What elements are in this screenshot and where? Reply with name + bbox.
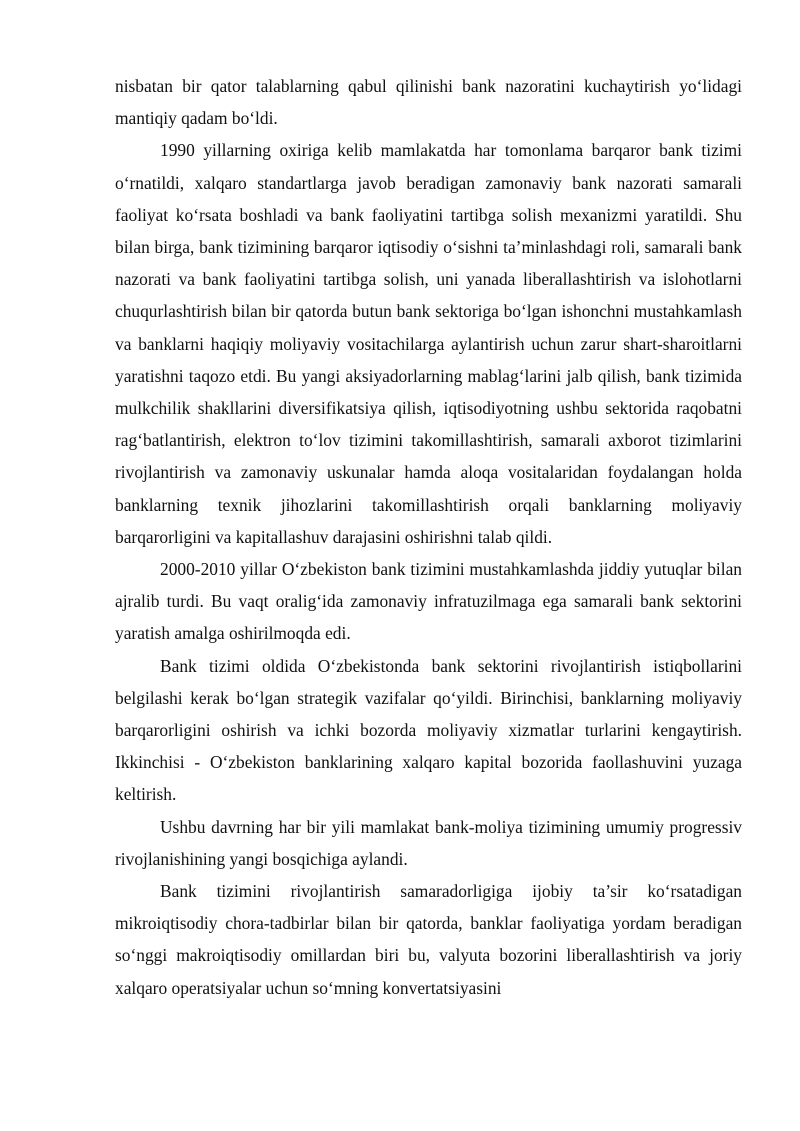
paragraph-continuation: nisbatan bir qator talablarning qabul qilinishi bank nazoratini kuchaytirish yo‘lidagi mantiqiy qadam bo‘ldi. [115,76,742,129]
paragraph-strategic-tasks: Bank tizimi oldida O‘zbekistonda bank sektorini rivojlantirish istiqbollarini belgilashi kerak bo‘lgan strategik vazifalar qo‘yildi. Birinchisi, banklarning moliyaviy barqarorligini oshirish va ichki bozorda moliyaviy xizmatlar turlarini kengaytirish. Ikkinchisi - O‘zbekiston banklarining xalqaro kapital bozorida faollashuvini yuzaga keltirish. [115,655,742,805]
document-page [115,70,742,1004]
paragraph-microeconomic-measures: Bank tizimini rivojlantirish samaradorligiga ijobiy ta’sir ko‘rsatadigan mikroiqtisodiy chora-tadbirlar bilan bir qatorda, banklar faoliyatiga yordam beradigan so‘nggi makroiqtisodiy omillardan biri bu, valyuta bozorini liberallashtirish va joriy xalqaro operatsiyalar uchun so‘mning konvertatsiyasini [115,881,742,998]
paragraph-2000-2010: 2000-2010 yillar O‘zbekiston bank tizimini mustahkamlashda jiddiy yutuqlar bilan ajralib turdi. Bu vaqt oralig‘ida zamonaviy infratuzilmaga ega samarali bank sektorini yaratish amalga oshirilmoqda edi. [115,559,742,644]
paragraph-1990s-bank-system: 1990 yillarning oxiriga kelib mamlakatda har tomonlama barqaror bank tizimi o‘rnatildi, xalqaro standartlarga javob beradigan zamonaviy bank nazorati samarali faoliyat ko‘rsata boshladi va bank faoliyatini tartibga solish mexanizmi yaratildi. Shu bilan birga, bank tizimining barqaror iqtisodiy o‘sishni ta’minlashdagi roli, samarali bank nazorati va bank faoliyatini tartibga solish, uni yanada liberallashtirish va islohotlarni chuqurlashtirish bilan bir qatorda butun bank sektoriga bo‘lgan ishonchni mustahkamlash va banklarni haqiqiy moliyaviy vositachilarga aylantirish uchun zarur shart-sharoitlarni yaratishni taqozo etdi. Bu yangi aksiyadorlarning mablag‘larini jalb qilish, bank tizimida mulkchilik shakllarini diversifikatsiya qilish, iqtisodiyotning ushbu sektorida raqobatni rag‘batlantirish, elektron to‘lov tizimini takomillashtirish, samarali axborot tizimlarini rivojlantirish va zamonaviy uskunalar hamda aloqa vositalaridan foydalangan holda banklarning texnik jihozlarini takomillashtirish orqali banklarning moliyaviy barqarorligini va kapitallashuv darajasini oshirishni talab qildi. [115,140,742,547]
paragraph-progressive-development: Ushbu davrning har bir yili mamlakat bank-moliya tizimining umumiy progressiv rivojlanishining yangi bosqichiga aylandi. [115,816,742,869]
